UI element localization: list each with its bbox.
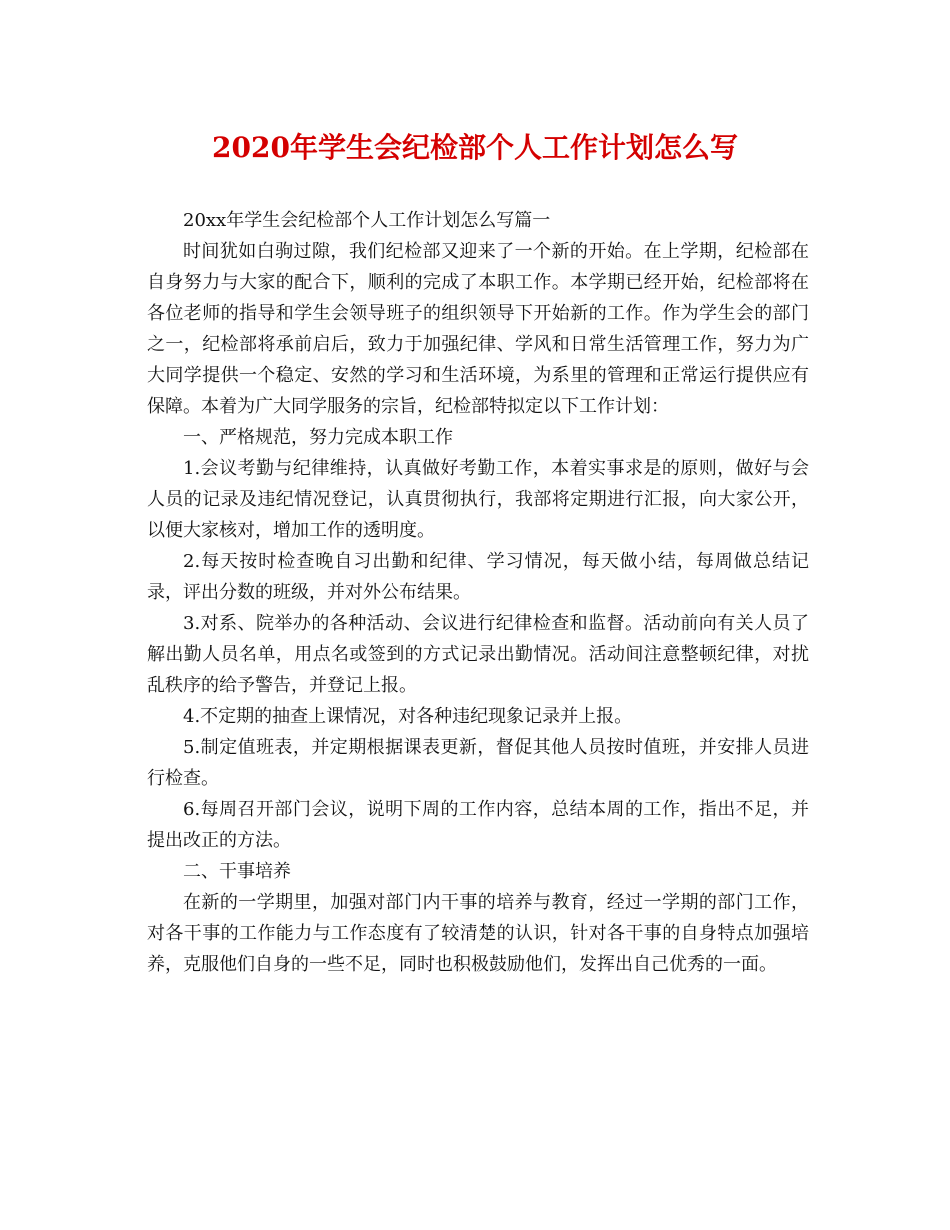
intro-paragraph: 时间犹如白驹过隙，我们纪检部又迎来了一个新的开始。在上学期，纪检部在自身努力与大家的配合下，顺利的完成了本职工作。本学期已经开始，纪检部将在各位老师的指导和学生会领导班子的组织领导下开始新的工作。作为学生会的部门之一，纪检部将承前启后，致力于加强纪律、学风和日常生活管理工作，努力为广大同学提供一个稳定、安然的学习和生活环境，为系里的管理和正常运行提供应有保障。本着为广大同学服务的宗旨，纪检部特拟定以下工作计划： [147, 241, 809, 417]
section-heading-1: 一、严格规范，努力完成本职工作 [183, 427, 453, 448]
list-item: 2.每天按时检查晚自习出勤和纪律、学习情况，每天做小结，每周做总结记录，评出分数的班级，并对外公布结果。 [147, 551, 809, 603]
list-item: 3.对系、院举办的各种活动、会议进行纪律检查和监督。活动前向有关人员了解出勤人员名单，用点名或签到的方式记录出勤情况。活动间注意整顿纪律，对扰乱秩序的给予警告，并登记上报。 [147, 613, 809, 696]
list-item: 4.不定期的抽查上课情况，对各种违纪现象记录并上报。 [183, 706, 633, 727]
list-item: 6.每周召开部门会议，说明下周的工作内容，总结本周的工作，指出不足，并提出改正的方法。 [147, 799, 809, 851]
document-title: 2020年学生会纪检部个人工作计划怎么写 [212, 131, 738, 164]
section-heading-2: 二、干事培养 [183, 861, 291, 882]
section-subtitle: 20xx年学生会纪检部个人工作计划怎么写篇一 [183, 210, 551, 231]
list-item: 5.制定值班表，并定期根据课表更新，督促其他人员按时值班，并安排人员进行检查。 [147, 737, 809, 789]
document-body [147, 205, 809, 980]
body-paragraph: 在新的一学期里，加强对部门内干事的培养与教育，经过一学期的部门工作，对各干事的工作能力与工作态度有了较清楚的认识，针对各干事的自身特点加强培养，克服他们自身的一些不足，同时也积极鼓励他们，发挥出自己优秀的一面。 [147, 892, 809, 975]
list-item: 1.会议考勤与纪律维持，认真做好考勤工作，本着实事求是的原则，做好与会人员的记录及违纪情况登记，认真贯彻执行，我部将定期进行汇报，向大家公开，以便大家核对，增加工作的透明度。 [147, 458, 809, 541]
